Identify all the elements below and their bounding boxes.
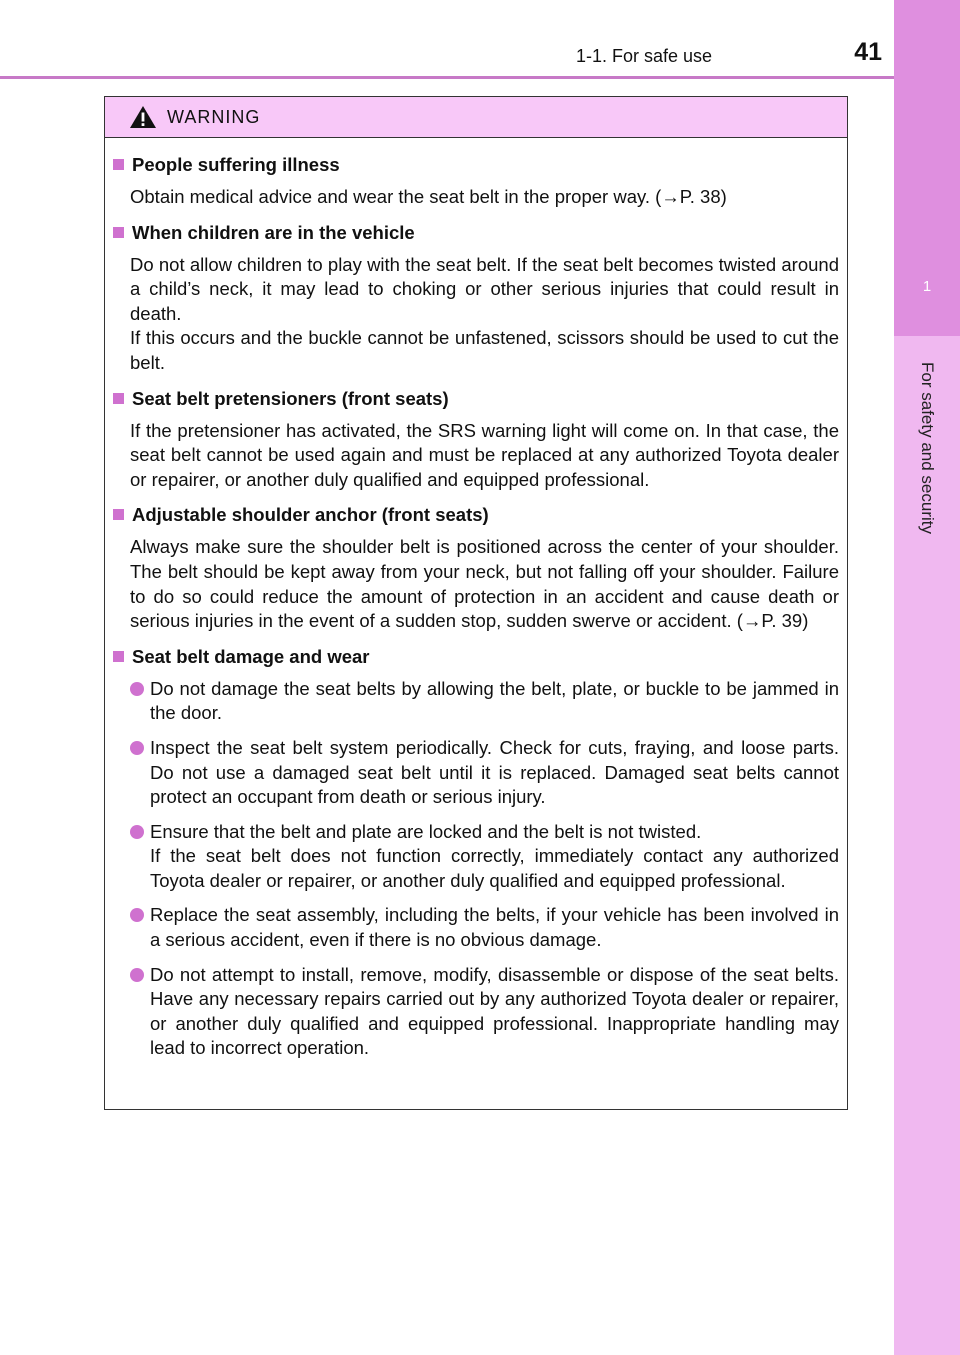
- circle-bullet-icon: [130, 825, 144, 839]
- section-children: [113, 220, 839, 376]
- section-paragraph: If the pretensioner has activated, the SRS warning light will come on. In that case, the seat belt cannot be used again and must be replaced at any authorized Toyota dealer or repairer, or another duly qualified and equipped professional.: [130, 419, 839, 490]
- section-heading: When children are in the vehicle: [132, 221, 415, 243]
- chapter-sidebar: [894, 0, 960, 1355]
- section-paragraph: If this occurs and the buckle cannot be unfastened, scissors should be used to cut the belt.: [130, 327, 839, 373]
- section-illness: [113, 152, 839, 210]
- section-paragraph: Always make sure the shoulder belt is positioned across the center of your shoulder. The belt should be kept away from your neck, but not falling off your shoulder. Failure to do so could reduce the amount of protection in an accident and cause death or serious injuries in the event of a sudden stop, sudden swerve or accident. (→P. 39): [130, 536, 839, 632]
- list-item: Inspect the seat belt system periodically. Check for cuts, fraying, and loose parts. Do not use a damaged seat belt until it is replaced. Damaged seat belts cannot protect an occupant from death or serious injury.: [113, 736, 839, 810]
- square-bullet-icon: [113, 651, 124, 662]
- list-item: Ensure that the belt and plate are locked and the belt is not twisted. If the seat belt does not function correctly, immediately contact any authorized Toyota dealer or repairer, or another duly qualified and equipped professional.: [113, 820, 839, 894]
- section-heading: Adjustable shoulder anchor (front seats): [132, 504, 489, 526]
- warning-title: WARNING: [167, 106, 261, 127]
- warning-header: [105, 97, 847, 138]
- square-bullet-icon: [113, 227, 124, 238]
- chapter-title-text: For safety and security: [918, 362, 937, 534]
- list-item: Do not attempt to install, remove, modify, disassemble or dispose of the seat belts. Have any necessary repairs carried out by any authorized Toyota dealer or repairer, or another duly qualified and equipped professional. Inappropriate handling may lead to incorrect operation.: [113, 963, 839, 1061]
- section-heading: Seat belt damage and wear: [132, 645, 370, 667]
- square-bullet-icon: [113, 159, 124, 170]
- section-heading: People suffering illness: [132, 154, 340, 175]
- header-section-title: 1-1. For safe use: [576, 46, 713, 66]
- chapter-number: 1: [922, 278, 932, 295]
- warning-triangle-icon: [129, 105, 157, 129]
- warning-body: [105, 138, 847, 1061]
- square-bullet-icon: [113, 509, 124, 520]
- circle-bullet-icon: [130, 741, 144, 755]
- list-item: Do not damage the seat belts by allowing the belt, plate, or buckle to be jammed in the door.: [113, 677, 839, 726]
- circle-bullet-icon: [130, 908, 144, 922]
- list-item: Replace the seat assembly, including the belts, if your vehicle has been involved in a serious accident, even if there is no obvious damage.: [113, 903, 839, 952]
- warning-box: [104, 96, 848, 1110]
- section-shoulder-anchor: [113, 502, 839, 633]
- section-paragraph: Do not allow children to play with the seat belt. If the seat belt becomes twisted around a child’s neck, it may lead to choking or other serious injuries that could result in death.: [130, 253, 839, 324]
- square-bullet-icon: [113, 393, 124, 404]
- section-damage-wear: [113, 644, 839, 1061]
- section-pretensioners: [113, 386, 839, 493]
- circle-bullet-icon: [130, 968, 144, 982]
- header-rule: [0, 76, 894, 79]
- circle-bullet-icon: [130, 682, 144, 696]
- section-heading: Seat belt pretensioners (front seats): [132, 387, 449, 409]
- page-number: 41: [854, 38, 882, 66]
- section-paragraph: Obtain medical advice and wear the seat belt in the proper way. (→P. 38): [130, 186, 727, 207]
